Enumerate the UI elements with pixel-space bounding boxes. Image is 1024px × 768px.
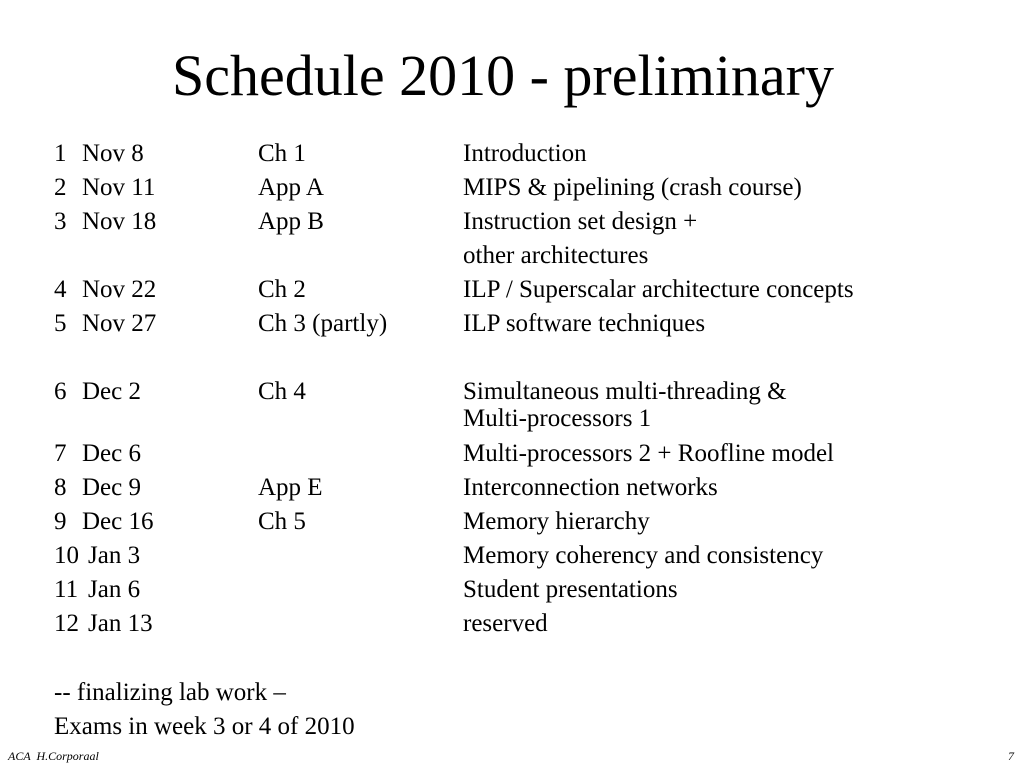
schedule-row xyxy=(54,539,954,573)
lecture-chapter: Ch 1 xyxy=(258,140,306,167)
lecture-number: 2 xyxy=(54,174,67,201)
lecture-date: Jan 6 xyxy=(88,576,141,603)
lecture-number: 1 xyxy=(54,140,67,167)
lecture-date: Dec 16 xyxy=(82,508,154,535)
lecture-topic: Memory coherency and consistency xyxy=(463,542,824,569)
lecture-number: 5 xyxy=(54,310,67,337)
lecture-topic: Memory hierarchy xyxy=(463,508,650,535)
footer-author: ACA H.Corporaal xyxy=(8,749,99,763)
lecture-date: Jan 3 xyxy=(88,542,141,569)
lecture-date: Nov 22 xyxy=(82,276,157,303)
lecture-date: Dec 2 xyxy=(82,378,141,405)
lecture-number: 4 xyxy=(54,276,67,303)
schedule-row xyxy=(54,471,954,505)
schedule-row xyxy=(54,607,954,641)
lecture-date: Jan 13 xyxy=(88,610,153,637)
lecture-topic: ILP / Superscalar architecture concepts xyxy=(463,276,854,303)
lecture-topic: Interconnection networks xyxy=(463,474,718,501)
schedule-row xyxy=(54,205,954,239)
lecture-date: Nov 18 xyxy=(82,208,157,235)
lecture-date: Dec 9 xyxy=(82,474,141,501)
note-exams: Exams in week 3 or 4 of 2010 xyxy=(54,713,355,740)
slide-title: Schedule 2010 - preliminary xyxy=(172,43,834,108)
lecture-number: 10 xyxy=(54,542,79,569)
schedule-spacer xyxy=(54,341,954,375)
note-lab-work: -- finalizing lab work – xyxy=(54,679,286,706)
lecture-topic: other architectures xyxy=(463,242,649,269)
lecture-date: Nov 27 xyxy=(82,310,157,337)
schedule-row xyxy=(54,307,954,341)
lecture-topic: Instruction set design + xyxy=(463,208,698,235)
lecture-number: 11 xyxy=(54,576,79,603)
lecture-chapter: App B xyxy=(258,208,324,235)
schedule-table xyxy=(54,137,954,641)
schedule-row xyxy=(54,171,954,205)
lecture-chapter: Ch 3 (partly) xyxy=(258,310,388,337)
lecture-chapter: Ch 2 xyxy=(258,276,306,303)
lecture-chapter: Ch 5 xyxy=(258,508,306,535)
schedule-row xyxy=(54,437,954,471)
lecture-chapter: Ch 4 xyxy=(258,378,306,405)
lecture-topic-line: Multi-processors 1 xyxy=(463,405,652,432)
lecture-topic xyxy=(463,375,787,432)
schedule-row xyxy=(54,137,954,171)
lecture-topic: Student presentations xyxy=(463,576,678,603)
schedule-row xyxy=(54,505,954,539)
schedule-notes xyxy=(54,676,355,744)
lecture-date: Dec 6 xyxy=(82,440,141,467)
lecture-topic: MIPS & pipelining (crash course) xyxy=(463,174,802,201)
lecture-chapter: App E xyxy=(258,474,323,501)
lecture-topic: reserved xyxy=(463,610,548,637)
lecture-number: 12 xyxy=(54,610,79,637)
lecture-number: 7 xyxy=(54,440,67,467)
schedule-row xyxy=(54,273,954,307)
lecture-topic-line: Simultaneous multi-threading & xyxy=(463,378,787,405)
schedule-row-continuation xyxy=(54,239,954,273)
lecture-topic: Multi-processors 2 + Roofline model xyxy=(463,440,834,467)
lecture-number: 3 xyxy=(54,208,67,235)
lecture-number: 6 xyxy=(54,378,67,405)
lecture-number: 9 xyxy=(54,508,67,535)
schedule-row xyxy=(54,573,954,607)
lecture-date: Nov 11 xyxy=(82,174,156,201)
lecture-topic: Introduction xyxy=(463,140,587,167)
lecture-date: Nov 8 xyxy=(82,140,144,167)
lecture-topic: ILP software techniques xyxy=(463,310,706,337)
lecture-chapter: App A xyxy=(258,174,324,201)
schedule-row xyxy=(54,375,954,437)
lecture-number: 8 xyxy=(54,474,67,501)
page-number: 7 xyxy=(1008,749,1014,763)
